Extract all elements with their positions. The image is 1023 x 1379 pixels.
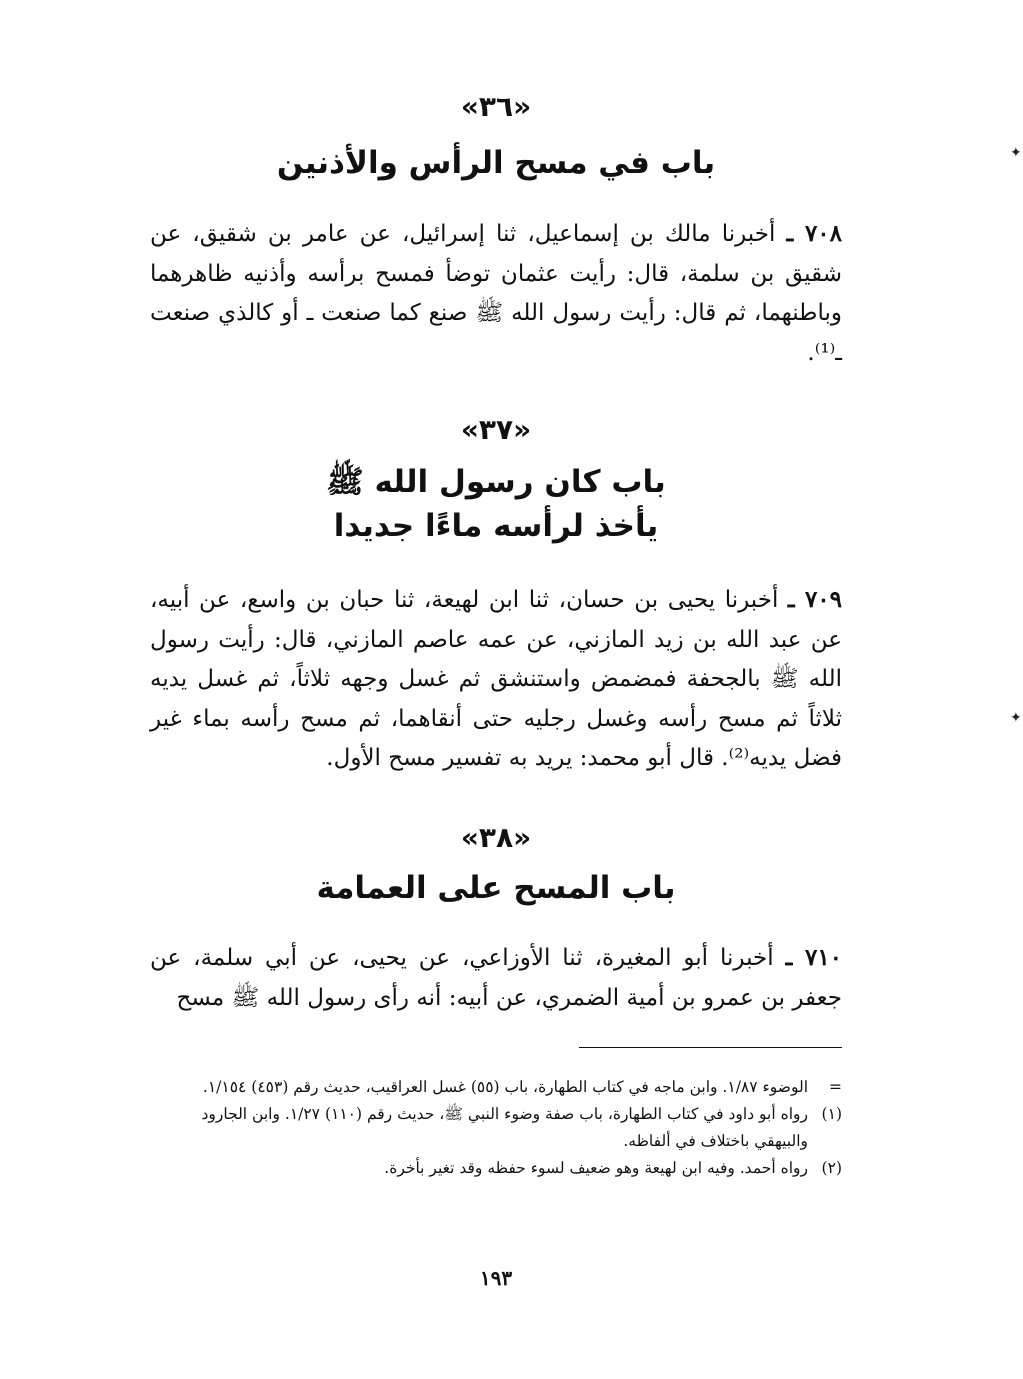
hadith-number: ٧١٠ ـ <box>785 944 843 971</box>
chapter-heading-line: باب المسح على العمامة <box>316 870 676 906</box>
hadith-paragraph <box>150 580 842 779</box>
footnote-mark: (١) <box>821 1105 842 1123</box>
page-number: ١٩٣ <box>479 1266 513 1290</box>
hadith-text: أخبرنا يحيى بن حسان، ثنا ابن لهيعة، ثنا حبان بن واسع، عن أبيه، عن عبد الله بن زيد المازني، عن عمه عاصم المازني، قال: رأيت رسول الله ﷺ بالجحفة فمضمض واستنشق ثم غسل وجهه ثلاثاً، ثم غسل يديه ثلاثاً ثم مسح رأسه وغسل رجليه حتى أنقاهما، ثم مسح رأسه بماء غير فضل يديه⁽²⁾. قال أبو محمد: يريد به تفسير مسح الأول. <box>150 587 842 772</box>
hadith-text: أخبرنا مالك بن إسماعيل، ثنا إسرائيل، عن عامر بن شقيق، عن شقيق بن سلمة، قال: رأيت عثمان توضأ فمسح برأسه وأذنيه ظاهرهما وباطنهما، ثم قال: رأيت رسول الله ﷺ صنع كما صنعت ـ أو كالذي صنعت ـ⁽¹⁾. <box>150 221 842 366</box>
section-number: «٣٧» <box>460 413 532 446</box>
chapter-heading <box>150 460 842 548</box>
footnote-mark: (٢) <box>821 1159 842 1177</box>
chapter-heading <box>150 141 842 185</box>
footnotes <box>150 1074 842 1182</box>
footnote-text: الوضوء ١/٨٧. وابن ماجه في كتاب الطهارة، باب (٥٥) غسل العراقيب، حديث رقم (٤٥٣) ١/١٥٤. <box>202 1078 808 1096</box>
hadith-paragraph <box>150 214 842 373</box>
footnote-text: رواه أحمد. وفيه ابن لهيعة وهو ضعيف لسوء حفظه وقد تغير بأخرة. <box>384 1159 808 1177</box>
section-number: «٣٦» <box>460 90 532 123</box>
book-page <box>150 0 842 1379</box>
footnote <box>150 1074 842 1101</box>
chapter-heading-line: باب في مسح الرأس والأذنين <box>276 145 716 181</box>
footnote-text: رواه أبو داود في كتاب الطهارة، باب صفة وضوء النبي ﷺ، حديث رقم (١١٠) ١/٢٧. وابن الجارود والبيهقي باختلاف في ألفاظه. <box>201 1105 808 1150</box>
hadith-text: أخبرنا أبو المغيرة، ثنا الأوزاعي، عن يحيى، عن أبي سلمة، عن جعفر بن عمرو بن أمية الضمري، عن أبيه: أنه رأى رسول الله ﷺ مسح <box>150 945 842 1011</box>
hadith-number: ٧٠٩ ـ <box>787 586 842 613</box>
footnote <box>150 1101 842 1155</box>
section-number: «٣٨» <box>460 821 532 854</box>
hadith-paragraph <box>150 938 842 1018</box>
footnote-separator <box>579 1047 842 1048</box>
scan-mark-icon: ✦ <box>1010 145 1022 161</box>
hadith-number: ٧٠٨ ـ <box>786 220 843 247</box>
footnote-mark: = <box>829 1078 842 1096</box>
chapter-heading <box>150 866 842 910</box>
chapter-heading-line: يأخذ لرأسه ماءًا جديدا <box>333 508 659 544</box>
footnote <box>150 1155 842 1182</box>
chapter-heading-line: باب كان رسول الله ﷺ <box>326 464 666 500</box>
scan-mark-icon: ✦ <box>1010 710 1022 726</box>
